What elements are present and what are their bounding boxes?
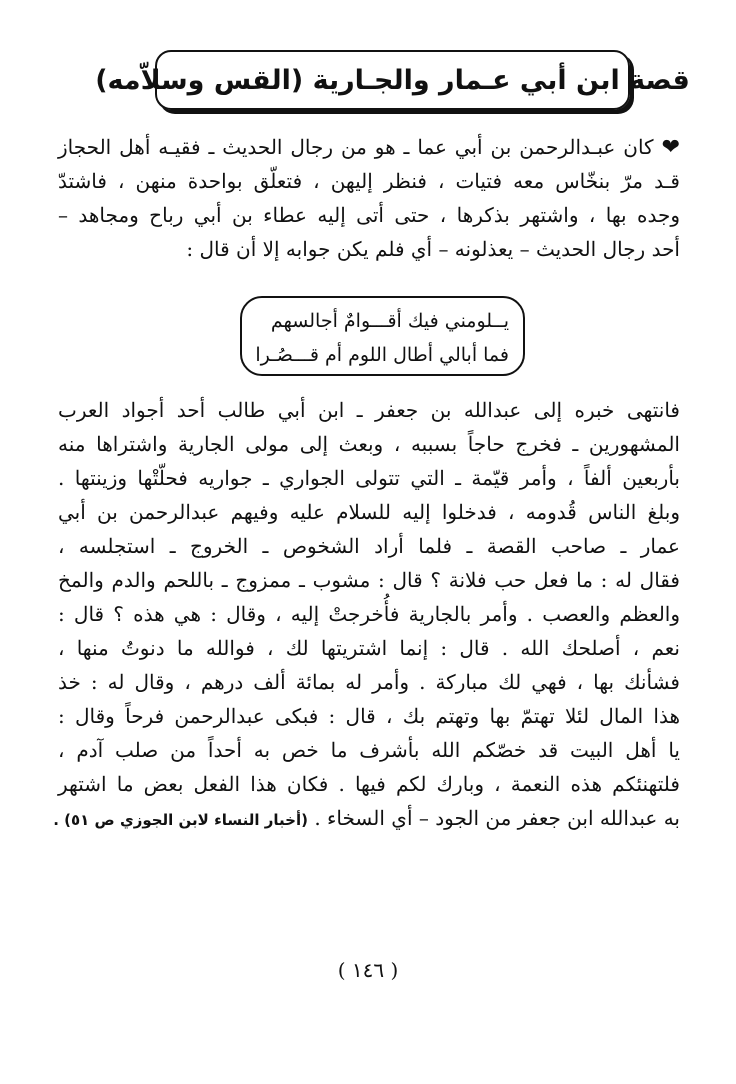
paragraph-line: عمار ـ صاحب القصة ـ فلما أراد الشخوص ـ الخروج ـ استجلسه ، <box>58 534 680 558</box>
page-title: قصة ابن أبي عـمار والجـارية (القس وسلاّمه) <box>95 64 690 96</box>
paragraph-line: فشأنك بها ، فهي لك مباركة . وأمر له بمائة ألف درهم ، وقال له : خذ <box>58 670 680 694</box>
paragraph-line <box>58 130 680 164</box>
paragraph-story <box>53 393 680 835</box>
paragraph-line-text: كان عبـدالرحمن بن أبي عما ـ هو من رجال الحديث ـ فقيـه أهل الحجاز <box>58 135 654 159</box>
source-reference: (أخبار النساء لابن الجوزي ص ٥١) . <box>53 811 308 829</box>
paragraph-line: فلتهنئكم هذه النعمة ، وبارك لكم فيها . فكان هذا الفعل بعض ما اشتهر <box>58 772 680 796</box>
paragraph-line: المشهورين ـ فخرج حاجاً بسببه ، وبعث إلى مولى الجارية واشتراها منه <box>58 432 680 456</box>
title-box <box>95 50 690 110</box>
paragraph-line: والعظم والعصب . وأمر بالجارية فأُخرجتْ إليه ، وقال : هي هذه ؟ قال : <box>58 602 680 626</box>
paragraph-line: نعم ، أصلحك الله . قال : إنما اشتريتها لك ، فوالله ما دنوتُ منها ، <box>58 636 680 660</box>
paragraph-intro <box>58 130 680 266</box>
heart-icon: ❤ <box>661 135 680 160</box>
paragraph-line: وبلغ الناس قُدومه ، فدخلوا إليه للسلام عليه وفيهم عبدالرحمن بن أبي <box>58 500 680 524</box>
paragraph-line: هذا المال لئلا تهتمّ بها وتهتم بك ، قال : فبكى عبدالرحمن فرحاً وقال : <box>58 704 680 728</box>
paragraph-line: وجده بها ، واشتهر بذكرها ، حتى أتى إليه عطاء بن أبي رباح ومجاهد – <box>58 203 680 227</box>
paragraph-line-text: به عبدالله ابن جعفر من الجود – أي السخاء . <box>314 806 680 830</box>
paragraph-line: فانتهى خبره إلى عبدالله بن جعفر ـ ابن أبي طالب أحد أجواد العرب <box>58 398 680 422</box>
paragraph-line: يا أهل البيت قد خصّكم الله بأشرف ما خص به أحداً من صلب آدم ، <box>58 738 680 762</box>
paragraph-line <box>53 801 680 835</box>
poem-line-2: فما أبالي أطال اللوم أم قـــصُـرا <box>255 344 509 366</box>
paragraph-line: فقال له : ما فعل حب فلانة ؟ قال : مشوب ـ ممزوج ـ باللحم والدم والمخ <box>58 568 680 592</box>
poem-line-1: يــلومني فيك أقـــوامٌ أجالسهم <box>270 310 509 332</box>
page-number: ( ١٤٦ ) <box>337 958 399 982</box>
paragraph-line: قـد مرّ بنخّاس معه فتيات ، فنظر إليهن ، فتعلّق بواحدة منهن ، فاشتدّ <box>58 169 680 193</box>
paragraph-line: بأربعين ألفاً ، وأمر قيّمة ـ التي تتولى الجواري ـ جواريه فحلّتْها وزينتها . <box>58 466 680 490</box>
paragraph-line: أحد رجال الحديث – يعذلونه – أي فلم يكن جوابه إلا أن قال : <box>186 237 680 261</box>
poem-box <box>240 296 525 376</box>
